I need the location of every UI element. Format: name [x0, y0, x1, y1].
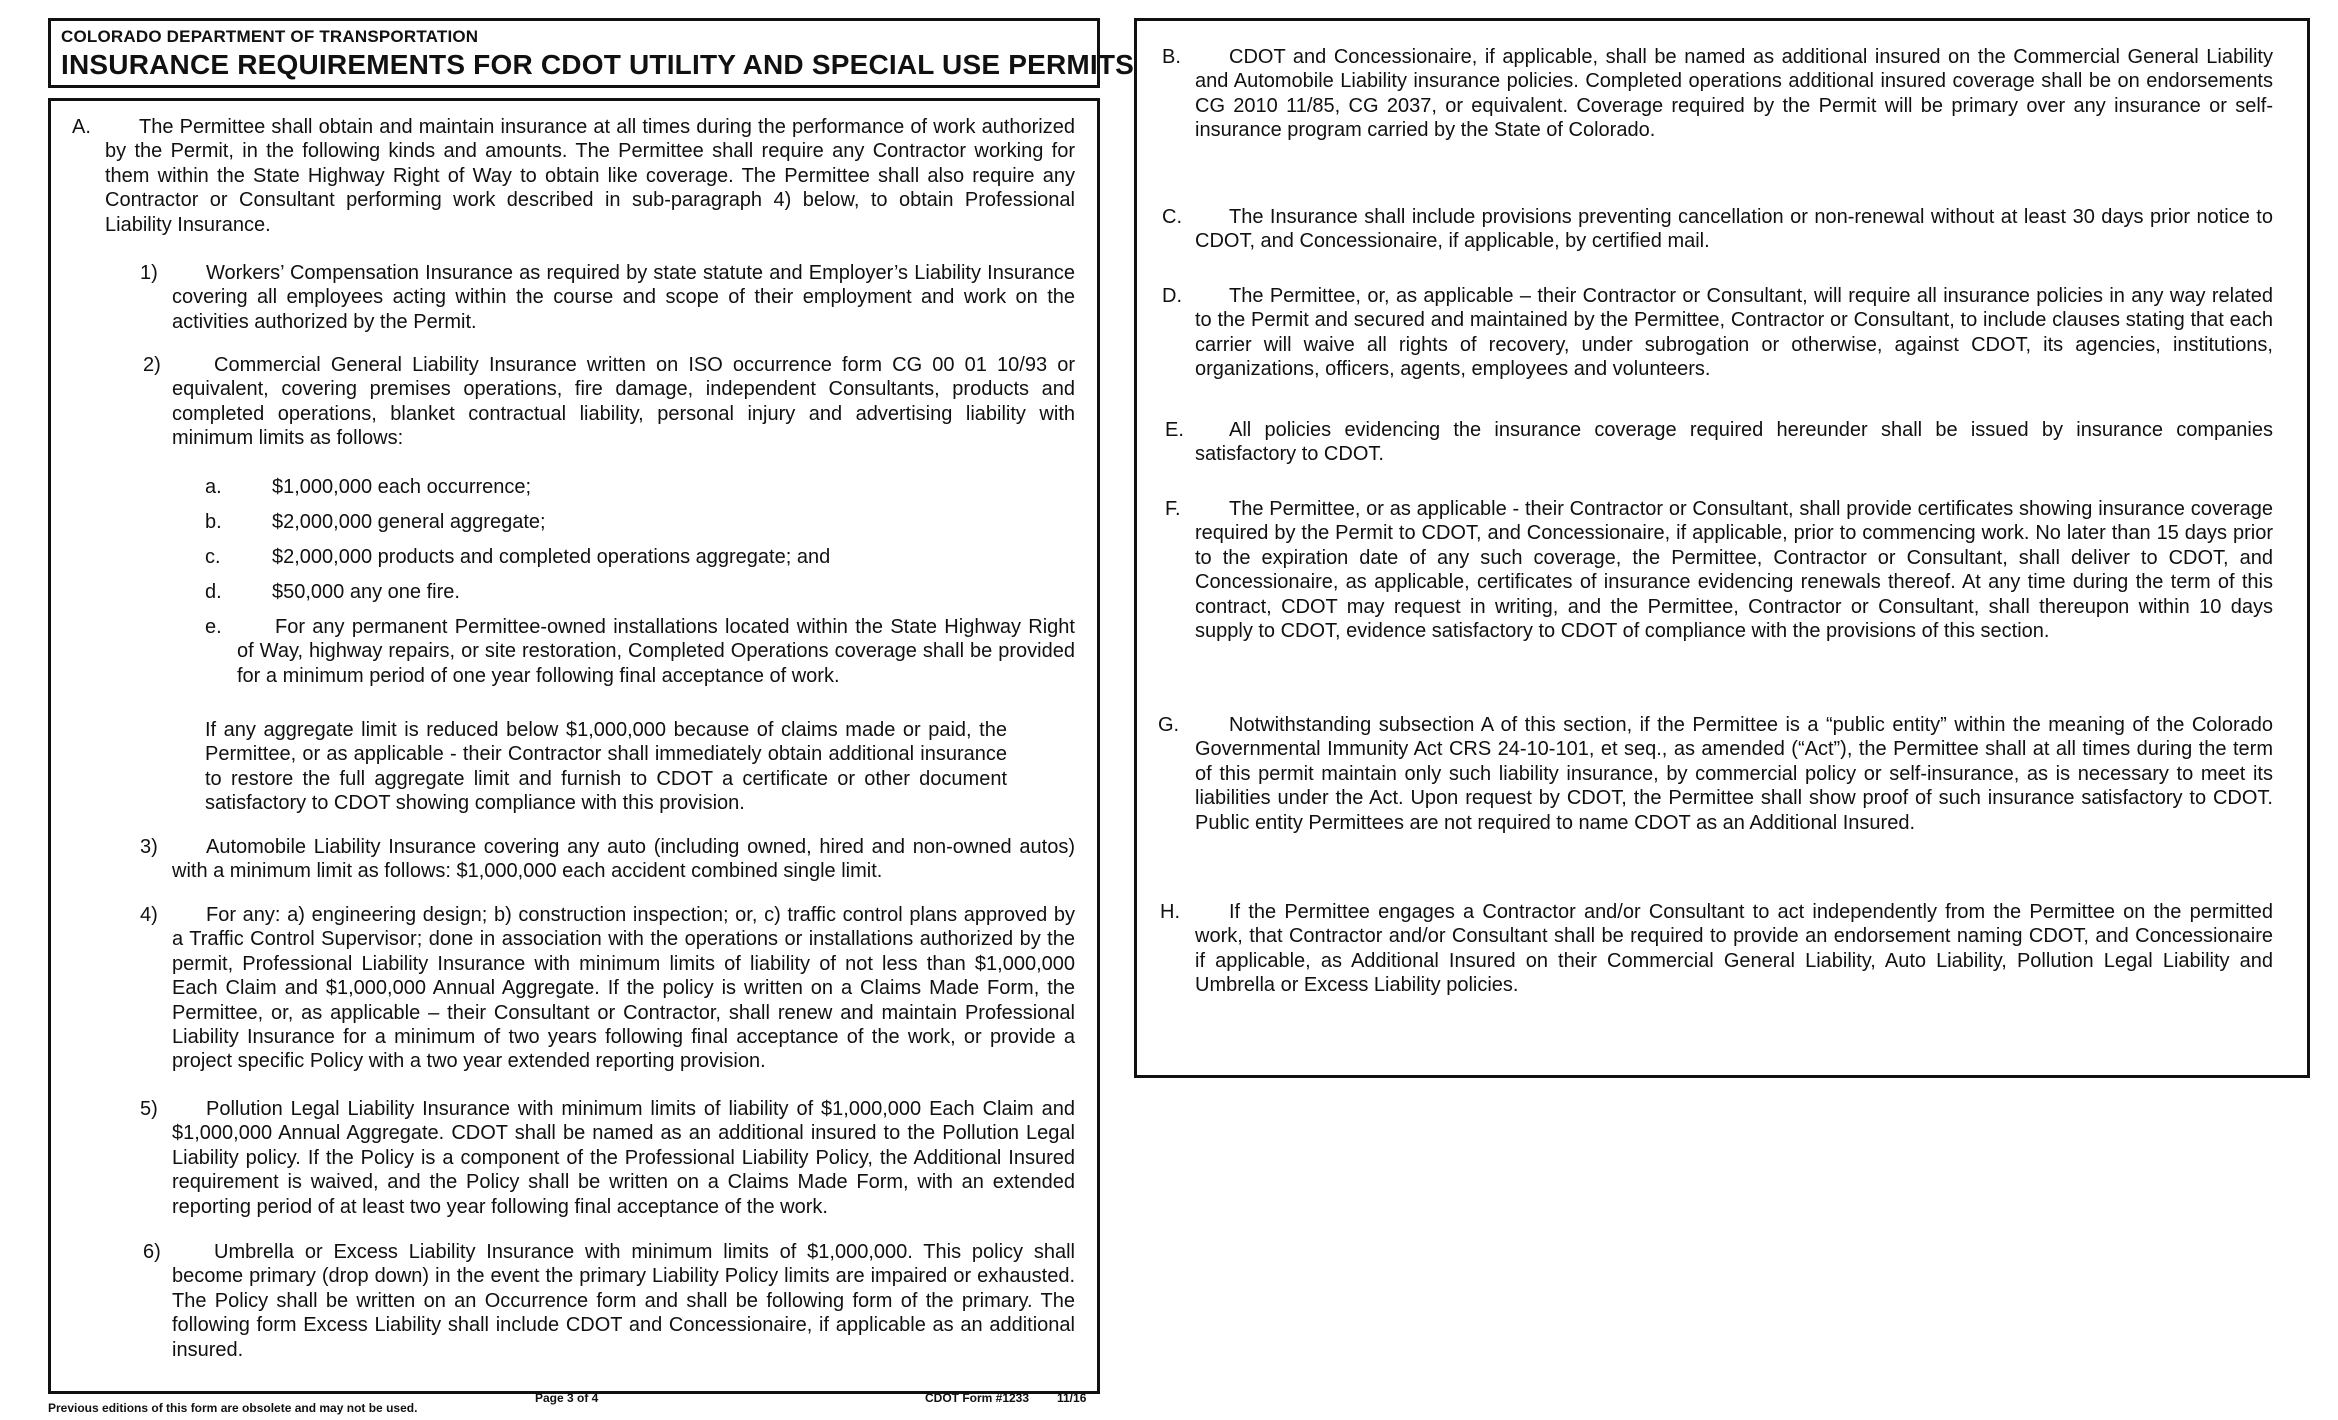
document-title: INSURANCE REQUIREMENTS FOR CDOT UTILITY AND SPECIAL USE PERMITS: [61, 49, 1135, 80]
section-label-d: D.: [1162, 285, 1182, 307]
section-label-a: A.: [72, 116, 91, 138]
section-label-e: E.: [1165, 419, 1184, 441]
limit-a-text: $1,000,000 each occurrence;: [272, 476, 532, 498]
item-label-1: 1): [140, 262, 158, 284]
section-g-text: Notwithstanding subsection A of this section, if the Permittee is a “public entity” within the meaning of the Colorado Governmental Immunity Act CRS 24-10-101, et seq., as amended (“Act”), the Permittee shall at all times during the term of this permit maintain only such liability insurance, by commercial policy or self-insurance, as is necessary to meet its liabilities under the Act. Upon request by CDOT, the Permittee shall show proof of such insurance satisfactory to CDOT. Public entity Permittees are not required to name CDOT as an Additional Insured.: [1195, 714, 2273, 834]
section-d-text: The Permittee, or, as applicable – their Contractor or Consultant, will require all insurance policies in any way related to the Permit and secured and maintained by the Permittee, Contractor or Consultant, to include clauses stating that each carrier will waive all rights of recovery, under subrogation or otherwise, against CDOT, its agencies, institutions, organizations, officers, agents, employees and volunteers.: [1195, 285, 2273, 381]
limit-b-text: $2,000,000 general aggregate;: [272, 511, 546, 533]
item-label-3: 3): [140, 836, 158, 858]
limit-c-text: $2,000,000 products and completed operations aggregate; and: [272, 546, 831, 568]
section-label-h: H.: [1160, 901, 1180, 923]
limit-label-e: e.: [205, 616, 222, 638]
item-1-text: Workers’ Compensation Insurance as required by state statute and Employer’s Liability Insurance covering all employees acting within the course and scope of their employment and work on the activities authorized by the Permit.: [172, 262, 1075, 333]
item-label-6: 6): [143, 1241, 161, 1263]
item-label-5: 5): [140, 1098, 158, 1120]
item-label-4: 4): [140, 904, 158, 926]
section-label-b: B.: [1162, 46, 1181, 68]
section-label-f: F.: [1165, 498, 1181, 520]
item-label-2: 2): [143, 354, 161, 376]
item-2-text: Commercial General Liability Insurance written on ISO occurrence form CG 00 01 10/93 or equivalent, covering premises operations, fire damage, independent Consultants, products and completed operations, blanket contractual liability, personal injury and advertising liability with minimum limits as follows:: [172, 354, 1075, 450]
obsolete-note: Previous editions of this form are obsolete and may not be used.: [48, 1401, 418, 1415]
item-4-text: For any: a) engineering design; b) construction inspection; or, c) traffic control plans approved by a Traffic Control Supervisor; done in association with the operations or installations authorized by the permit, Professional Liability Insurance with minimum limits of liability of not less than $1,000,000 Each Claim and $1,000,000 Annual Aggregate. If the policy is written on a Claims Made Form, the Permittee, or, as applicable – their Consultant or Contractor, shall renew and maintain Professional Liability Insurance for a minimum of two years following final acceptance of the work, or provide a project specific Policy with a two year extended reporting provision.: [172, 904, 1075, 1073]
agency-name: COLORADO DEPARTMENT OF TRANSPORTATION: [61, 27, 479, 46]
form-date: 11/16: [1057, 1391, 1087, 1405]
limit-d-text: $50,000 any one fire.: [272, 581, 460, 603]
section-e-text: All policies evidencing the insurance coverage required hereunder shall be issued by insurance companies satisfactory to CDOT.: [1195, 419, 2273, 466]
limit-label-d: d.: [205, 581, 222, 603]
limit-e-text: For any permanent Permittee-owned installations located within the State Highway Right of Way, highway repairs, or site restoration, Completed Operations coverage shall be provided for a minimum period of one year following final acceptance of work.: [237, 616, 1075, 687]
section-b-text: CDOT and Concessionaire, if applicable, shall be named as additional insured on the Commercial General Liability and Automobile Liability insurance policies. Completed operations additional insured coverage shall be on endorsements CG 2010 11/85, CG 2037, or equivalent. Coverage required by the Permit will be primary over any insurance or self- insurance program carried by the State of Colorado.: [1195, 46, 2273, 142]
item-6-text: Umbrella or Excess Liability Insurance with minimum limits of $1,000,000. This policy shall become primary (drop down) in the event the primary Liability Policy limits are impaired or exhausted. The Policy shall be written on an Occurrence form and shall be following form of the primary. The following form Excess Liability shall include CDOT and Concessionaire, if applicable as an additional insured.: [172, 1241, 1075, 1361]
aggregate-note: If any aggregate limit is reduced below $1,000,000 because of claims made or paid, the Permittee, or as applicable - their Contractor shall immediately obtain additional insurance to restore the full aggregate limit and furnish to CDOT a certificate or other document satisfactory to CDOT showing compliance with this provision.: [205, 719, 1007, 815]
section-label-g: G.: [1158, 714, 1180, 736]
section-f-text: The Permittee, or as applicable - their Contractor or Consultant, shall provide certificates showing insurance coverage required by the Permit to CDOT, and Concessionaire, if applicable, prior to commencing work. No later than 15 days prior to the expiration date of any such coverage, the Permittee, Contractor or Consultant, shall deliver to CDOT, and Concessionaire, as applicable, certificates of insurance evidencing renewals thereof. At any time during the term of this contract, CDOT may request in writing, and the Permittee, Contractor or Consultant, shall thereupon within 10 days supply to CDOT, evidence satisfactory to CDOT of compliance with the provisions of this section.: [1195, 498, 2273, 643]
section-label-c: C.: [1162, 206, 1182, 228]
section-h-text: If the Permittee engages a Contractor and/or Consultant to act independently from the Permittee on the permitted work, that Contractor and/or Consultant shall be required to provide an endorsement naming CDOT, and Concessionaire if applicable, as Additional Insured on their Commercial General Liability, Auto Liability, Pollution Legal Liability and Umbrella or Excess Liability policies.: [1195, 901, 2273, 997]
item-3-text: Automobile Liability Insurance covering any auto (including owned, hired and non-owned autos) with a minimum limit as follows: $1,000,000 each accident combined single limit.: [172, 836, 1075, 883]
limit-label-b: b.: [205, 511, 222, 533]
section-c-text: The Insurance shall include provisions preventing cancellation or non-renewal without at least 30 days prior notice to CDOT, and Concessionaire, if applicable, by certified mail.: [1195, 206, 2273, 253]
page-number: Page 3 of 4: [535, 1391, 599, 1405]
form-number: CDOT Form #1233: [925, 1391, 1030, 1405]
limit-label-a: a.: [205, 476, 222, 498]
item-5-text: Pollution Legal Liability Insurance with minimum limits of liability of $1,000,000 Each Claim and $1,000,000 Annual Aggregate. CDOT shall be named as an additional insured to the Pollution Legal Liability policy. If the Policy is a component of the Professional Liability Policy, the Additional Insured requirement is waived, and the Policy shall be written on a Claims Made Form, with an extended reporting period of at least two year following final acceptance of the work.: [172, 1098, 1075, 1218]
section-a-text: The Permittee shall obtain and maintain insurance at all times during the performance of work authorized by the Permit, in the following kinds and amounts. The Permittee shall require any Contractor working for them within the State Highway Right of Way to obtain like coverage. The Permittee shall also require any Contractor or Consultant performing work described in sub-paragraph 4) below, to obtain Professional Liability Insurance.: [105, 116, 1075, 236]
document-header: [48, 18, 1135, 88]
limit-label-c: c.: [205, 546, 221, 568]
